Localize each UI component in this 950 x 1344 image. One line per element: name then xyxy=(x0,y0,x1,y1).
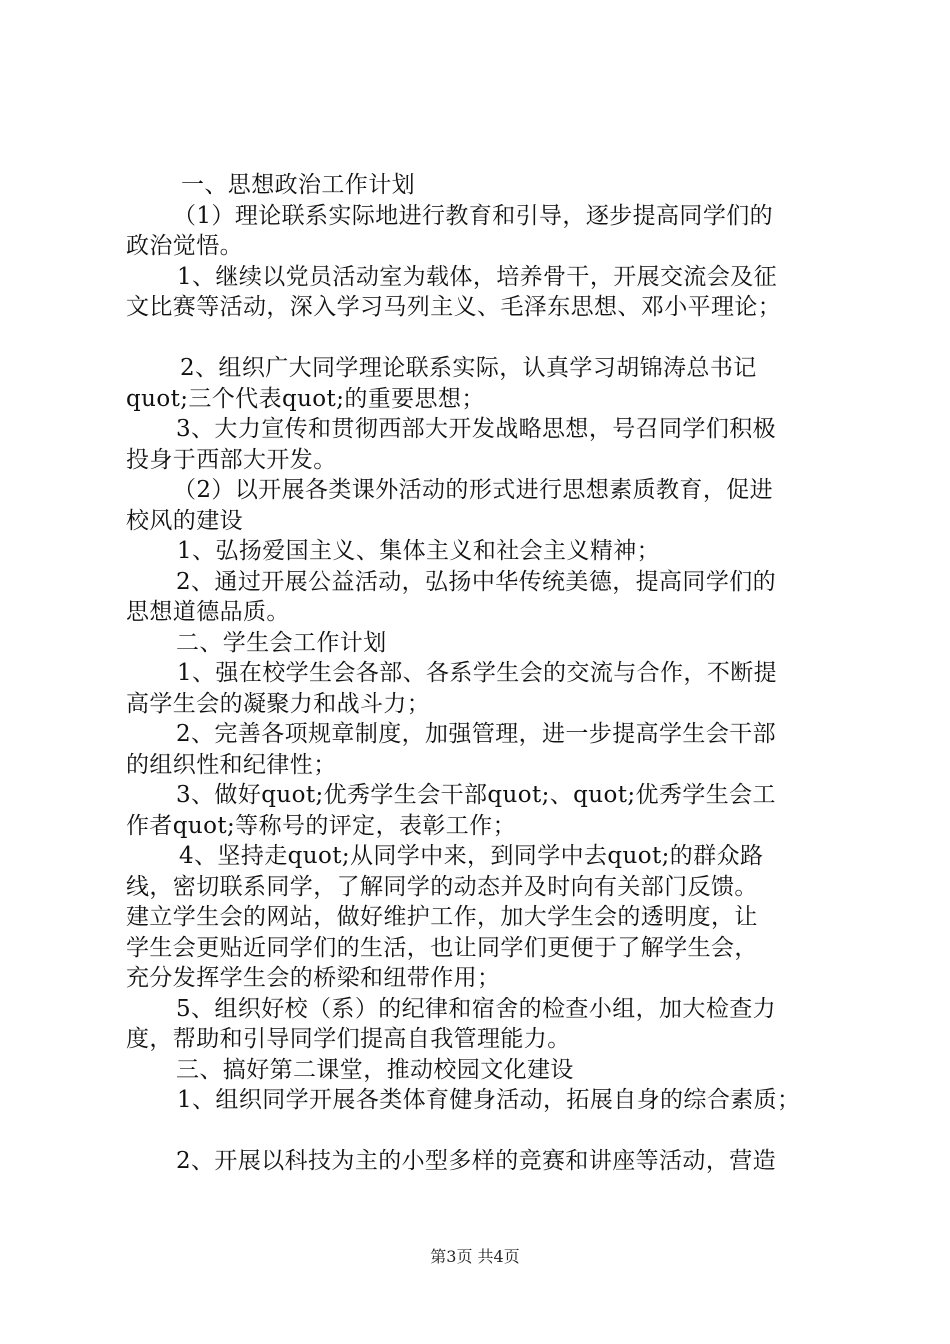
document-line: 3、大力宣传和贯彻西部大开发战略思想，号召同学们积极 xyxy=(176,416,777,442)
document-line: 政治觉悟。 xyxy=(126,233,243,259)
document-line: （2）以开展各类课外活动的形式进行思想素质教育，促进 xyxy=(173,477,774,503)
document-line: （1）理论联系实际地进行教育和引导，逐步提高同学们的 xyxy=(173,202,774,229)
document-line: 4、坚持走quot;从同学中来，到同学中去quot;的群众路 xyxy=(179,843,764,869)
document-line: 二、学生会工作计划 xyxy=(176,629,387,656)
document-line: 高学生会的凝聚力和战斗力； xyxy=(126,690,431,717)
document-line: 2、通过开展公益活动，弘扬中华传统美德，提高同学们的 xyxy=(176,568,777,595)
document-line: quot;三个代表quot;的重要思想； xyxy=(126,385,485,412)
document-line: 充分发挥学生会的桥梁和纽带作用； xyxy=(126,965,501,991)
document-line: 的组织性和纪律性； xyxy=(126,751,337,778)
document-line: 1、弘扬爱国主义、集体主义和社会主义精神； xyxy=(177,538,661,564)
document-line: 1、强在校学生会各部、各系学生会的交流与合作，不断提 xyxy=(177,660,778,686)
document-line: 1、组织同学开展各类体育健身活动，拓展自身的综合素质； xyxy=(177,1087,801,1113)
document-line: 投身于西部大开发。 xyxy=(126,446,337,473)
document-line: 3、做好quot;优秀学生会干部quot;、quot;优秀学生会工 xyxy=(176,782,776,808)
document-line: 三、搞好第二课堂，推动校园文化建设 xyxy=(176,1056,574,1083)
document-line: 思想道德品质。 xyxy=(126,599,290,625)
document-line: 1、继续以党员活动室为载体，培养骨干，开展交流会及征 xyxy=(177,263,778,290)
document-line: 建立学生会的网站，做好维护工作，加大学生会的透明度，让 xyxy=(126,904,758,930)
document-line: 一、思想政治工作计划 xyxy=(181,172,415,198)
document-line: 学生会更贴近同学们的生活，也让同学们更便于了解学生会， xyxy=(126,934,758,961)
document-line: 校风的建设 xyxy=(126,507,243,534)
document-body xyxy=(126,170,836,1177)
blank-line xyxy=(126,1116,836,1147)
page-footer: 第3页 共4页 xyxy=(430,1247,520,1266)
document-line: 线，密切联系同学，了解同学的动态并及时向有关部门反馈。 xyxy=(126,873,758,900)
document-line: 度，帮助和引导同学们提高自我管理能力。 xyxy=(126,1026,571,1052)
document-line: 2、完善各项规章制度，加强管理，进一步提高学生会干部 xyxy=(176,721,777,747)
document-line: 5、组织好校（系）的纪律和宿舍的检查小组，加大检查力 xyxy=(176,995,777,1022)
document-line: 作者quot;等称号的评定，表彰工作； xyxy=(126,812,516,839)
blank-line xyxy=(126,323,836,354)
document-line: 文比赛等活动，深入学习马列主义、毛泽东思想、邓小平理论； xyxy=(126,294,782,320)
document-line: 2、开展以科技为主的小型多样的竞赛和讲座等活动，营造 xyxy=(176,1148,777,1174)
document-line: 2、组织广大同学理论联系实际，认真学习胡锦涛总书记 xyxy=(180,355,757,381)
